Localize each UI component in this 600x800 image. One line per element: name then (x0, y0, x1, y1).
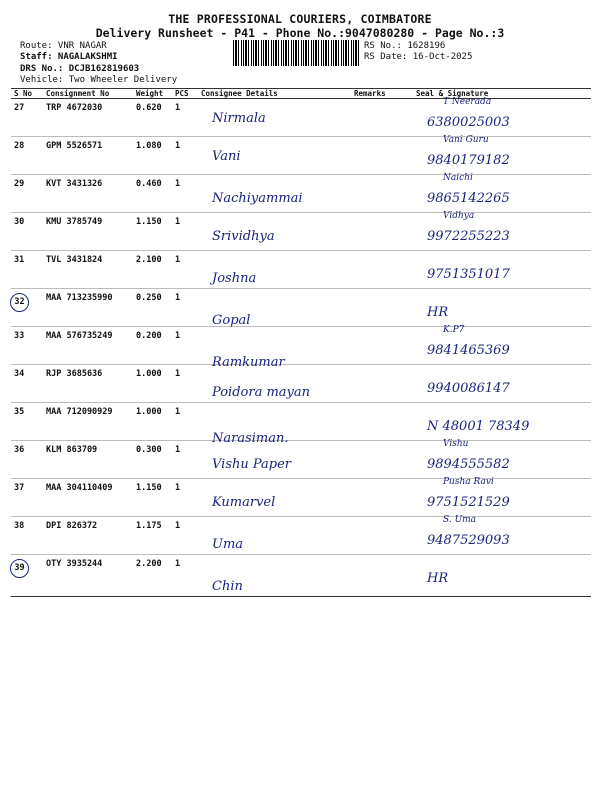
signature-mark: T Neerada (443, 97, 492, 107)
runsheet-title: THE PROFESSIONAL COURIERS, COIMBATORE (168, 12, 432, 26)
consignment-number: MAA 712090929 (43, 403, 133, 441)
weight: 2.100 (133, 251, 172, 289)
remarks (351, 517, 413, 555)
serial-number: 31 (11, 251, 43, 289)
col-consignee: Consignee Details (198, 89, 351, 99)
serial-number: 37 (11, 479, 43, 517)
serial-number: 33 (11, 327, 43, 365)
remarks (351, 213, 413, 251)
table-row (11, 251, 591, 289)
consignee-details (198, 289, 351, 327)
consignment-number: MAA 713235990 (43, 289, 133, 327)
remarks (351, 137, 413, 175)
weight: 1.000 (133, 403, 172, 441)
signature-mark: Vidhya (443, 211, 475, 221)
signature-mark: Vishu (443, 439, 469, 449)
pieces: 1 (172, 555, 198, 597)
weight: 0.620 (133, 99, 172, 137)
weight: 1.175 (133, 517, 172, 555)
signature-phone: N 48001 78349 (427, 419, 530, 434)
signature-phone: 9894555582 (427, 457, 510, 472)
signature-mark: S. Uma (443, 515, 477, 525)
table-row (11, 289, 591, 327)
consignment-number: KMU 3785749 (43, 213, 133, 251)
table-row (11, 175, 591, 213)
col-consignment: Consignment No (43, 89, 133, 99)
serial-number: 32 (11, 289, 43, 327)
col-remarks: Remarks (351, 89, 413, 99)
consignee-name: Gopal (212, 313, 251, 328)
seal-signature (413, 517, 591, 555)
consignee-name: Narasiman. (212, 431, 289, 446)
staff-label: Staff: NAGALAKSHMI (20, 52, 118, 62)
consignee-name: Poidora mayan (212, 385, 310, 400)
consignee-name: Nirmala (212, 111, 266, 126)
consignment-number: KVT 3431326 (43, 175, 133, 213)
signature-phone: 9751351017 (427, 267, 510, 282)
table-row (11, 365, 591, 403)
pieces: 1 (172, 517, 198, 555)
weight: 1.080 (133, 137, 172, 175)
consignee-name: Joshna (212, 271, 257, 286)
serial-number: 35 (11, 403, 43, 441)
remarks (351, 555, 413, 597)
runsheet-subtitle: Delivery Runsheet - P41 - Phone No.:9047080280 - Page No.:3 (95, 26, 505, 40)
signature-phone: 9972255223 (427, 229, 510, 244)
seal-signature (413, 213, 591, 251)
weight: 0.250 (133, 289, 172, 327)
weight: 1.150 (133, 479, 172, 517)
signature-mark: Naichi (443, 173, 473, 183)
remarks (351, 403, 413, 441)
consignee-name: Uma (212, 537, 244, 552)
vehicle-label: Vehicle: Two Wheeler Delivery (20, 75, 178, 85)
seal-signature (413, 365, 591, 403)
barcode (233, 40, 359, 66)
consignee-details (198, 137, 351, 175)
signature-phone: 9940086147 (427, 381, 510, 396)
consignee-details (198, 99, 351, 137)
signature-phone: 9840179182 (427, 153, 510, 168)
pieces: 1 (172, 99, 198, 137)
pieces: 1 (172, 365, 198, 403)
serial-number: 30 (11, 213, 43, 251)
seal-signature (413, 441, 591, 479)
signature-phone: 9865142265 (427, 191, 510, 206)
seal-signature (413, 99, 591, 137)
signature-phone: 9841465369 (427, 343, 510, 358)
table-row (11, 99, 591, 137)
consignment-number: KLM 863709 (43, 441, 133, 479)
signature-phone: HR (427, 305, 449, 320)
drs-label: DRS No.: DCJB162819603 (20, 64, 140, 74)
seal-signature (413, 289, 591, 327)
consignment-number: MAA 304110409 (43, 479, 133, 517)
consignee-details (198, 441, 351, 479)
pieces: 1 (172, 251, 198, 289)
pieces: 1 (172, 213, 198, 251)
consignee-name: Srividhya (212, 229, 275, 244)
weight: 0.300 (133, 441, 172, 479)
consignment-number: DPI 826372 (43, 517, 133, 555)
table-row (11, 555, 591, 597)
consignment-number: TVL 3431824 (43, 251, 133, 289)
consignee-details (198, 213, 351, 251)
consignee-details (198, 175, 351, 213)
remarks (351, 251, 413, 289)
serial-number: 34 (11, 365, 43, 403)
remarks (351, 441, 413, 479)
signature-mark: Vani Guru (443, 135, 489, 145)
rs-number: RS No.: 1628196 (364, 41, 446, 51)
seal-signature (413, 555, 591, 597)
pieces: 1 (172, 175, 198, 213)
signature-phone: HR (427, 571, 449, 586)
serial-number: 39 (11, 555, 43, 597)
remarks (351, 365, 413, 403)
pieces: 1 (172, 403, 198, 441)
consignee-name: Ramkumar (212, 355, 285, 370)
remarks (351, 175, 413, 213)
seal-signature (413, 327, 591, 365)
serial-number: 36 (11, 441, 43, 479)
weight: 0.460 (133, 175, 172, 213)
consignee-name: Nachiyammai (212, 191, 303, 206)
seal-signature (413, 175, 591, 213)
seal-signature (413, 403, 591, 441)
table-row (11, 403, 591, 441)
route-label: Route: VNR NAGAR (20, 41, 107, 51)
pieces: 1 (172, 137, 198, 175)
consignee-details (198, 365, 351, 403)
consignee-name: Chin (212, 579, 243, 594)
consignee-details (198, 403, 351, 446)
signature-mark: K.P7 (443, 325, 465, 335)
remarks (351, 479, 413, 517)
pieces: 1 (172, 327, 198, 365)
col-pcs: PCS (172, 89, 198, 99)
consignment-number: MAA 576735249 (43, 327, 133, 365)
consignee-details (198, 479, 351, 517)
remarks (351, 99, 413, 137)
consignee-name: Kumarvel (212, 495, 276, 510)
pieces: 1 (172, 479, 198, 517)
weight: 0.200 (133, 327, 172, 365)
seal-signature (413, 137, 591, 175)
signature-mark: Pusha Ravi (443, 477, 494, 487)
pieces: 1 (172, 441, 198, 479)
signature-phone: 6380025003 (427, 115, 510, 130)
consignment-number: OTY 3935244 (43, 555, 133, 597)
table-header-row (11, 89, 591, 99)
remarks (351, 327, 413, 365)
table-row (11, 517, 591, 555)
pieces: 1 (172, 289, 198, 327)
runsheet-table (11, 88, 591, 597)
col-weight: Weight (133, 89, 172, 99)
weight: 1.150 (133, 213, 172, 251)
consignee-details (198, 327, 351, 370)
col-seal-signature: Seal & Signature (413, 89, 591, 99)
serial-number: 28 (11, 137, 43, 175)
col-sno: S No (11, 89, 43, 99)
rs-date: RS Date: 16-Oct-2025 (364, 52, 473, 62)
weight: 1.000 (133, 365, 172, 403)
consignment-number: TRP 4672030 (43, 99, 133, 137)
table-row (11, 327, 591, 365)
serial-number: 29 (11, 175, 43, 213)
remarks (351, 289, 413, 327)
table-row (11, 137, 591, 175)
consignee-details (198, 555, 351, 597)
serial-number: 27 (11, 99, 43, 137)
consignee-details (198, 517, 351, 555)
consignment-number: RJP 3685636 (43, 365, 133, 403)
table-row (11, 479, 591, 517)
seal-signature (413, 479, 591, 517)
table-row (11, 213, 591, 251)
consignment-number: GPM 5526571 (43, 137, 133, 175)
signature-phone: 9751521529 (427, 495, 510, 510)
consignee-name: Vishu Paper (212, 457, 292, 472)
consignee-name: Vani (212, 149, 241, 164)
serial-number: 38 (11, 517, 43, 555)
weight: 2.200 (133, 555, 172, 597)
table-row (11, 441, 591, 479)
consignee-details (198, 251, 351, 289)
seal-signature (413, 251, 591, 289)
signature-phone: 9487529093 (427, 533, 510, 548)
